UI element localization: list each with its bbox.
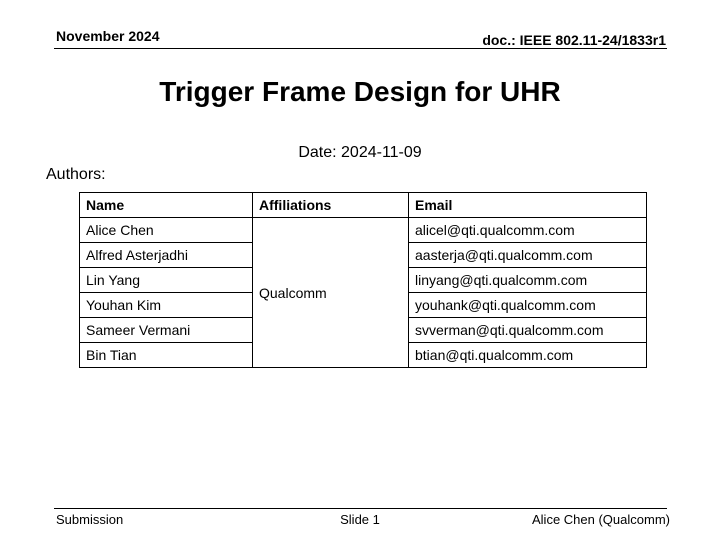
header-doc-id: doc.: IEEE 802.11-24/1833r1 <box>482 32 666 48</box>
footer-author: Alice Chen (Qualcomm) <box>532 512 670 527</box>
footer-slide-number: Slide 1 <box>340 512 380 527</box>
slide-date: Date: 2024-11-09 <box>298 144 422 161</box>
table-row <box>80 218 647 243</box>
author-name: Alfred Asterjadhi <box>80 243 253 268</box>
author-email: btian@qti.qualcomm.com <box>409 343 647 368</box>
footer-divider <box>54 508 667 509</box>
author-email: aasterja@qti.qualcomm.com <box>409 243 647 268</box>
authors-table <box>79 192 647 368</box>
author-name: Youhan Kim <box>80 293 253 318</box>
author-name: Lin Yang <box>80 268 253 293</box>
footer-submission: Submission <box>56 512 124 527</box>
author-affiliation: Qualcomm <box>253 218 409 368</box>
author-email: svverman@qti.qualcomm.com <box>409 318 647 343</box>
header-affiliations: Affiliations <box>253 193 409 218</box>
author-email: youhank@qti.qualcomm.com <box>409 293 647 318</box>
header-divider <box>54 48 667 49</box>
author-name: Sameer Vermani <box>80 318 253 343</box>
header-date: November 2024 <box>56 28 160 44</box>
author-email: alicel@qti.qualcomm.com <box>409 218 647 243</box>
author-name: Alice Chen <box>80 218 253 243</box>
header-name: Name <box>80 193 253 218</box>
slide-title: Trigger Frame Design for UHR <box>159 76 561 107</box>
author-name: Bin Tian <box>80 343 253 368</box>
authors-label: Authors: <box>46 166 106 183</box>
table-header-row <box>80 193 647 218</box>
author-email: linyang@qti.qualcomm.com <box>409 268 647 293</box>
header-email: Email <box>409 193 647 218</box>
